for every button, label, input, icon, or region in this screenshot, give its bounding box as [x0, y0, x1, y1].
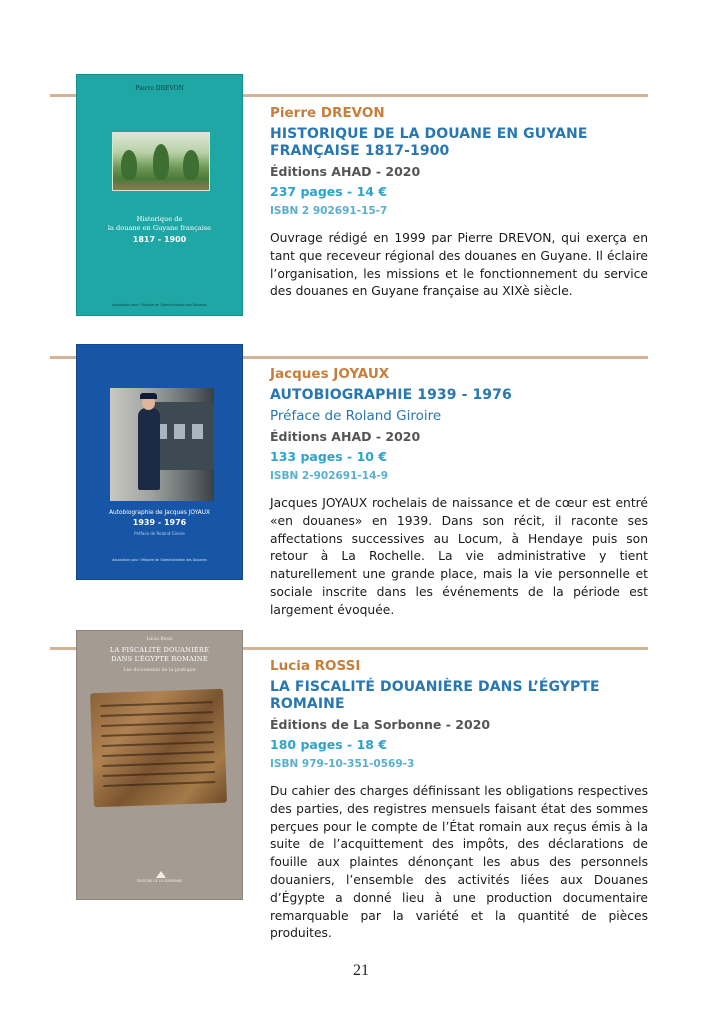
book-pages-price: 237 pages - 14 €	[270, 184, 388, 199]
book-pages-price: 133 pages - 10 €	[270, 449, 388, 464]
cover-publisher: ÉDITIONS DE LA SORBONNE	[137, 879, 182, 883]
book-title: LA FISCALITÉ DOUANIÈRE DANS L’ÉGYPTE ROMAINE	[270, 679, 600, 712]
cover-title: LA FISCALITÉ DOUANIÈRE DANS L’ÉGYPTE ROMAINE	[109, 646, 210, 663]
cover-author: Lucia Rossi	[146, 637, 173, 642]
book-cover-joyaux	[76, 344, 243, 580]
book-edition: Éditions de La Sorbonne - 2020	[270, 717, 491, 732]
cover-publisher: Association pour l’Histoire de l’Administration des Douanes	[112, 558, 207, 562]
book-cover-rossi	[76, 630, 243, 900]
cover-author: Pierre DREVON	[135, 85, 184, 92]
book-description: Du cahier des charges définissant les obligations respectives des parties, des registres mensuels faisant état des sommes perçues pour le compte de l’État romain aux reçus émis à la suite de l’acquittement des impôts, des déclarations de fouille aux plaintes dénonçant les abus des personnels douaniers, l’ensemble des activités liées aux Douanes d’Égypte a donné lieu à une production documentaire remarquable par la variété et la quantité de pièces produites.	[270, 784, 648, 941]
cover-publisher: Association pour l’Histoire de l’Administration des Douanes	[112, 303, 207, 307]
cover-subtitle: Les documents de la pratique	[123, 668, 196, 673]
book-edition: Éditions AHAD - 2020	[270, 164, 421, 179]
cover-photo	[110, 388, 214, 501]
book-author: Pierre DREVON	[270, 105, 385, 121]
book-info-rossi	[270, 658, 648, 943]
book-isbn: ISBN 2-902691-14-9	[270, 470, 389, 482]
book-edition: Éditions AHAD - 2020	[270, 429, 421, 444]
cover-papyrus-image	[90, 689, 227, 808]
cover-years: 1939 - 1976	[132, 518, 187, 527]
book-preface: Préface de Roland Giroire	[270, 408, 442, 424]
book-isbn: ISBN 2 902691-15-7	[270, 205, 388, 217]
book-pages-price: 180 pages - 18 €	[270, 737, 388, 752]
book-title: HISTORIQUE DE LA DOUANE EN GUYANE FRANÇAISE 1817-1900	[270, 126, 588, 159]
book-description: Jacques JOYAUX rochelais de naissance et de cœur est entré «en douanes» en 1939. Dans son récit, il raconte ses affectations successives au Locum, à Hendaye puis son retour à La Rochelle. La vie administrative y tient naturellement une grande place, mais la vie personnelle et sociale inscrite dans les événements de la période est largement évoquée.	[270, 496, 648, 617]
cover-painting	[112, 132, 210, 191]
book-info-drevon	[270, 105, 648, 301]
publisher-logo-icon	[156, 871, 166, 878]
cover-preface: Préface de Roland Giroire	[134, 531, 185, 536]
cover-title: Historique de la douane en Guyane française	[107, 215, 212, 232]
book-author: Lucia ROSSI	[270, 658, 361, 674]
cover-title: Autobiographie de Jacques JOYAUX	[109, 510, 210, 516]
book-isbn: ISBN 979-10-351-0569-3	[270, 758, 415, 770]
book-title: AUTOBIOGRAPHIE 1939 - 1976	[270, 387, 512, 403]
book-author: Jacques JOYAUX	[270, 366, 390, 382]
book-cover-drevon	[76, 74, 243, 316]
cover-years: 1817 - 1900	[132, 235, 187, 244]
page-number: 21	[353, 962, 369, 979]
book-description: Ouvrage rédigé en 1999 par Pierre DREVON, qui exerça en tant que receveur régional des douanes en Guyane. Il éclaire l’organisation, les missions et le fonctionnement du service des douanes en Guyane française au XIXè siècle.	[270, 231, 648, 299]
book-info-joyaux	[270, 366, 648, 620]
